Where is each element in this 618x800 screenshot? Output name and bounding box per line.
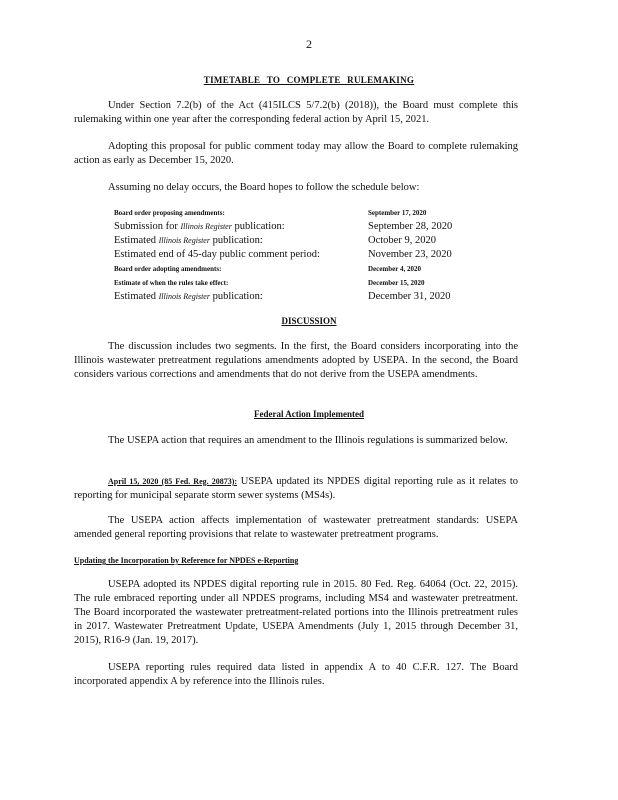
- discussion-paragraph: [74, 340, 518, 382]
- schedule-table: [114, 206, 514, 304]
- usepa-action-paragraph: [74, 434, 518, 448]
- reporting-paragraph: [74, 661, 518, 689]
- affects-text: The USEPA action affects implementation of wastewater pretreatment standards: USEPA amended general reporting provisions that relate to wastewater pretreatment programs.: [74, 515, 518, 540]
- schedule-row: Submission for Illinois Register publication: September 28, 2020: [114, 221, 453, 232]
- schedule-row: Estimate of when the rules take effect: December 15, 2020: [114, 279, 425, 287]
- deadline-text: Under Section 7.2(b) of the Act (415ILCS 5/7.2(b) (2018)), the Board must complete this rulemaking within one year after the corresponding federal action by April 15, 2021.: [74, 100, 518, 125]
- timetable-title: TIMETABLE TO COMPLETE RULEMAKING: [203, 75, 415, 85]
- page-number: 2: [306, 37, 312, 51]
- adopting-text: Adopting this proposal for public comment today may allow the Board to complete rulemaking action as early as December 15, 2020.: [74, 141, 518, 166]
- usepa-action-text: The USEPA action that requires an amendment to the Illinois regulations is summarized below.: [108, 435, 508, 446]
- schedule-row: Board order proposing amendments: September 17, 2020: [114, 209, 427, 217]
- affects-paragraph: [74, 514, 518, 542]
- federal-action-heading: Federal Action Implemented: [254, 409, 364, 419]
- schedule-row: Estimated Illinois Register publication: December 31, 2020: [114, 291, 451, 302]
- federal-citation-paragraph: [74, 475, 518, 503]
- schedule-row: Estimated Illinois Register publication: October 9, 2020: [114, 235, 436, 246]
- federal-citation: April 15, 2020 (85 Fed. Reg. 20873):: [108, 477, 238, 486]
- updating-subheading: Updating the Incorporation by Reference for NPDES e-Reporting: [74, 556, 299, 565]
- assuming-text: Assuming no delay occurs, the Board hopes to follow the schedule below:: [108, 182, 420, 193]
- schedule-row: Board order adopting amendments: December 4, 2020: [114, 265, 421, 273]
- rule-2015-text: USEPA adopted its NPDES digital reporting rule in 2015. 80 Fed. Reg. 64064 (Oct. 22, 2015). The rule embraced reporting under all NPDES programs, including MS4 and wastewater pretreatment. The Board incorporated the wastewater pretreatment-related portions into the Illinois pretreatment rules in 2017. Wastewater Pretreatment Update, USEPA Amendments (July 1, 2015 through December 31, 2015), R16-9 (Jan. 19, 2017).: [74, 579, 518, 646]
- federal-citation-text: USEPA updated its NPDES digital reporting rule as it relates to reporting for municipal separate storm sewer systems (MS4s).: [74, 476, 519, 501]
- rule-2015-paragraph: [74, 578, 518, 648]
- schedule-row: Estimated end of 45-day public comment period: November 23, 2020: [114, 249, 452, 260]
- discussion-heading: DISCUSSION: [281, 316, 337, 326]
- deadline-paragraph: [74, 99, 518, 127]
- adopting-paragraph: [74, 140, 518, 168]
- discussion-text: The discussion includes two segments. In the first, the Board considers incorporating into the Illinois wastewater pretreatment regulations amendments adopted by USEPA. In the second, the Board considers various corrections and amendments that do not derive from the USEPA amendments.: [74, 341, 518, 380]
- assuming-paragraph: [74, 181, 518, 195]
- reporting-text: USEPA reporting rules required data listed in appendix A to 40 C.F.R. 127. The Board incorporated appendix A by reference into the Illinois rules.: [74, 662, 518, 687]
